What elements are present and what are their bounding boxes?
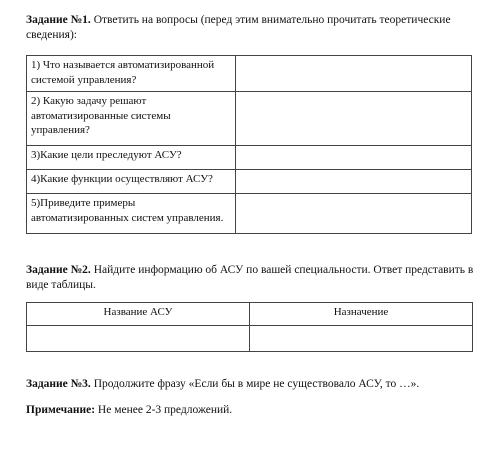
answer-cell[interactable] xyxy=(236,92,472,146)
questions-table xyxy=(26,55,472,234)
task3-heading xyxy=(26,377,476,392)
table-header-row xyxy=(27,303,473,326)
task2-text: Найдите информацию об АСУ по вашей специальности. Ответ представить в виде таблицы. xyxy=(26,264,474,291)
task3-label: Задание №3. xyxy=(26,378,91,390)
answer-cell[interactable] xyxy=(236,170,472,194)
asu-table xyxy=(26,302,473,352)
table-row xyxy=(27,194,472,234)
note xyxy=(26,403,476,418)
answer-cell[interactable] xyxy=(250,326,473,352)
table-row xyxy=(27,146,472,170)
question-cell: 3)Какие цели преследуют АСУ? xyxy=(27,146,236,170)
answer-cell[interactable] xyxy=(236,194,472,234)
note-text: Не менее 2-3 предложений. xyxy=(95,404,233,416)
question-cell: 2) Какую задачу решают автоматизированные системы управления? xyxy=(27,92,236,146)
note-label: Примечание: xyxy=(26,404,96,416)
column-header-name: Название АСУ xyxy=(27,303,250,326)
table-row xyxy=(27,170,472,194)
task1-text: Ответить на вопросы (перед этим внимательно прочитать теоретические сведения): xyxy=(26,14,451,41)
question-cell: 5)Приведите примеры автоматизированных систем управления. xyxy=(27,194,236,234)
table-row xyxy=(27,56,472,92)
question-cell: 1) Что называется автоматизированной системой управления? xyxy=(27,56,236,92)
question-cell: 4)Какие функции осуществляют АСУ? xyxy=(27,170,236,194)
task2-label: Задание №2. xyxy=(26,264,91,276)
column-header-purpose: Назначение xyxy=(250,303,473,326)
answer-cell[interactable] xyxy=(27,326,250,352)
task2-heading xyxy=(26,263,476,293)
answer-cell[interactable] xyxy=(236,56,472,92)
task1-heading xyxy=(26,13,476,43)
table-row xyxy=(27,92,472,146)
table-row xyxy=(27,326,473,352)
task3-text: Продолжите фразу «Если бы в мире не существовало АСУ, то …». xyxy=(90,378,420,390)
answer-cell[interactable] xyxy=(236,146,472,170)
task1-label: Задание №1. xyxy=(26,14,91,26)
